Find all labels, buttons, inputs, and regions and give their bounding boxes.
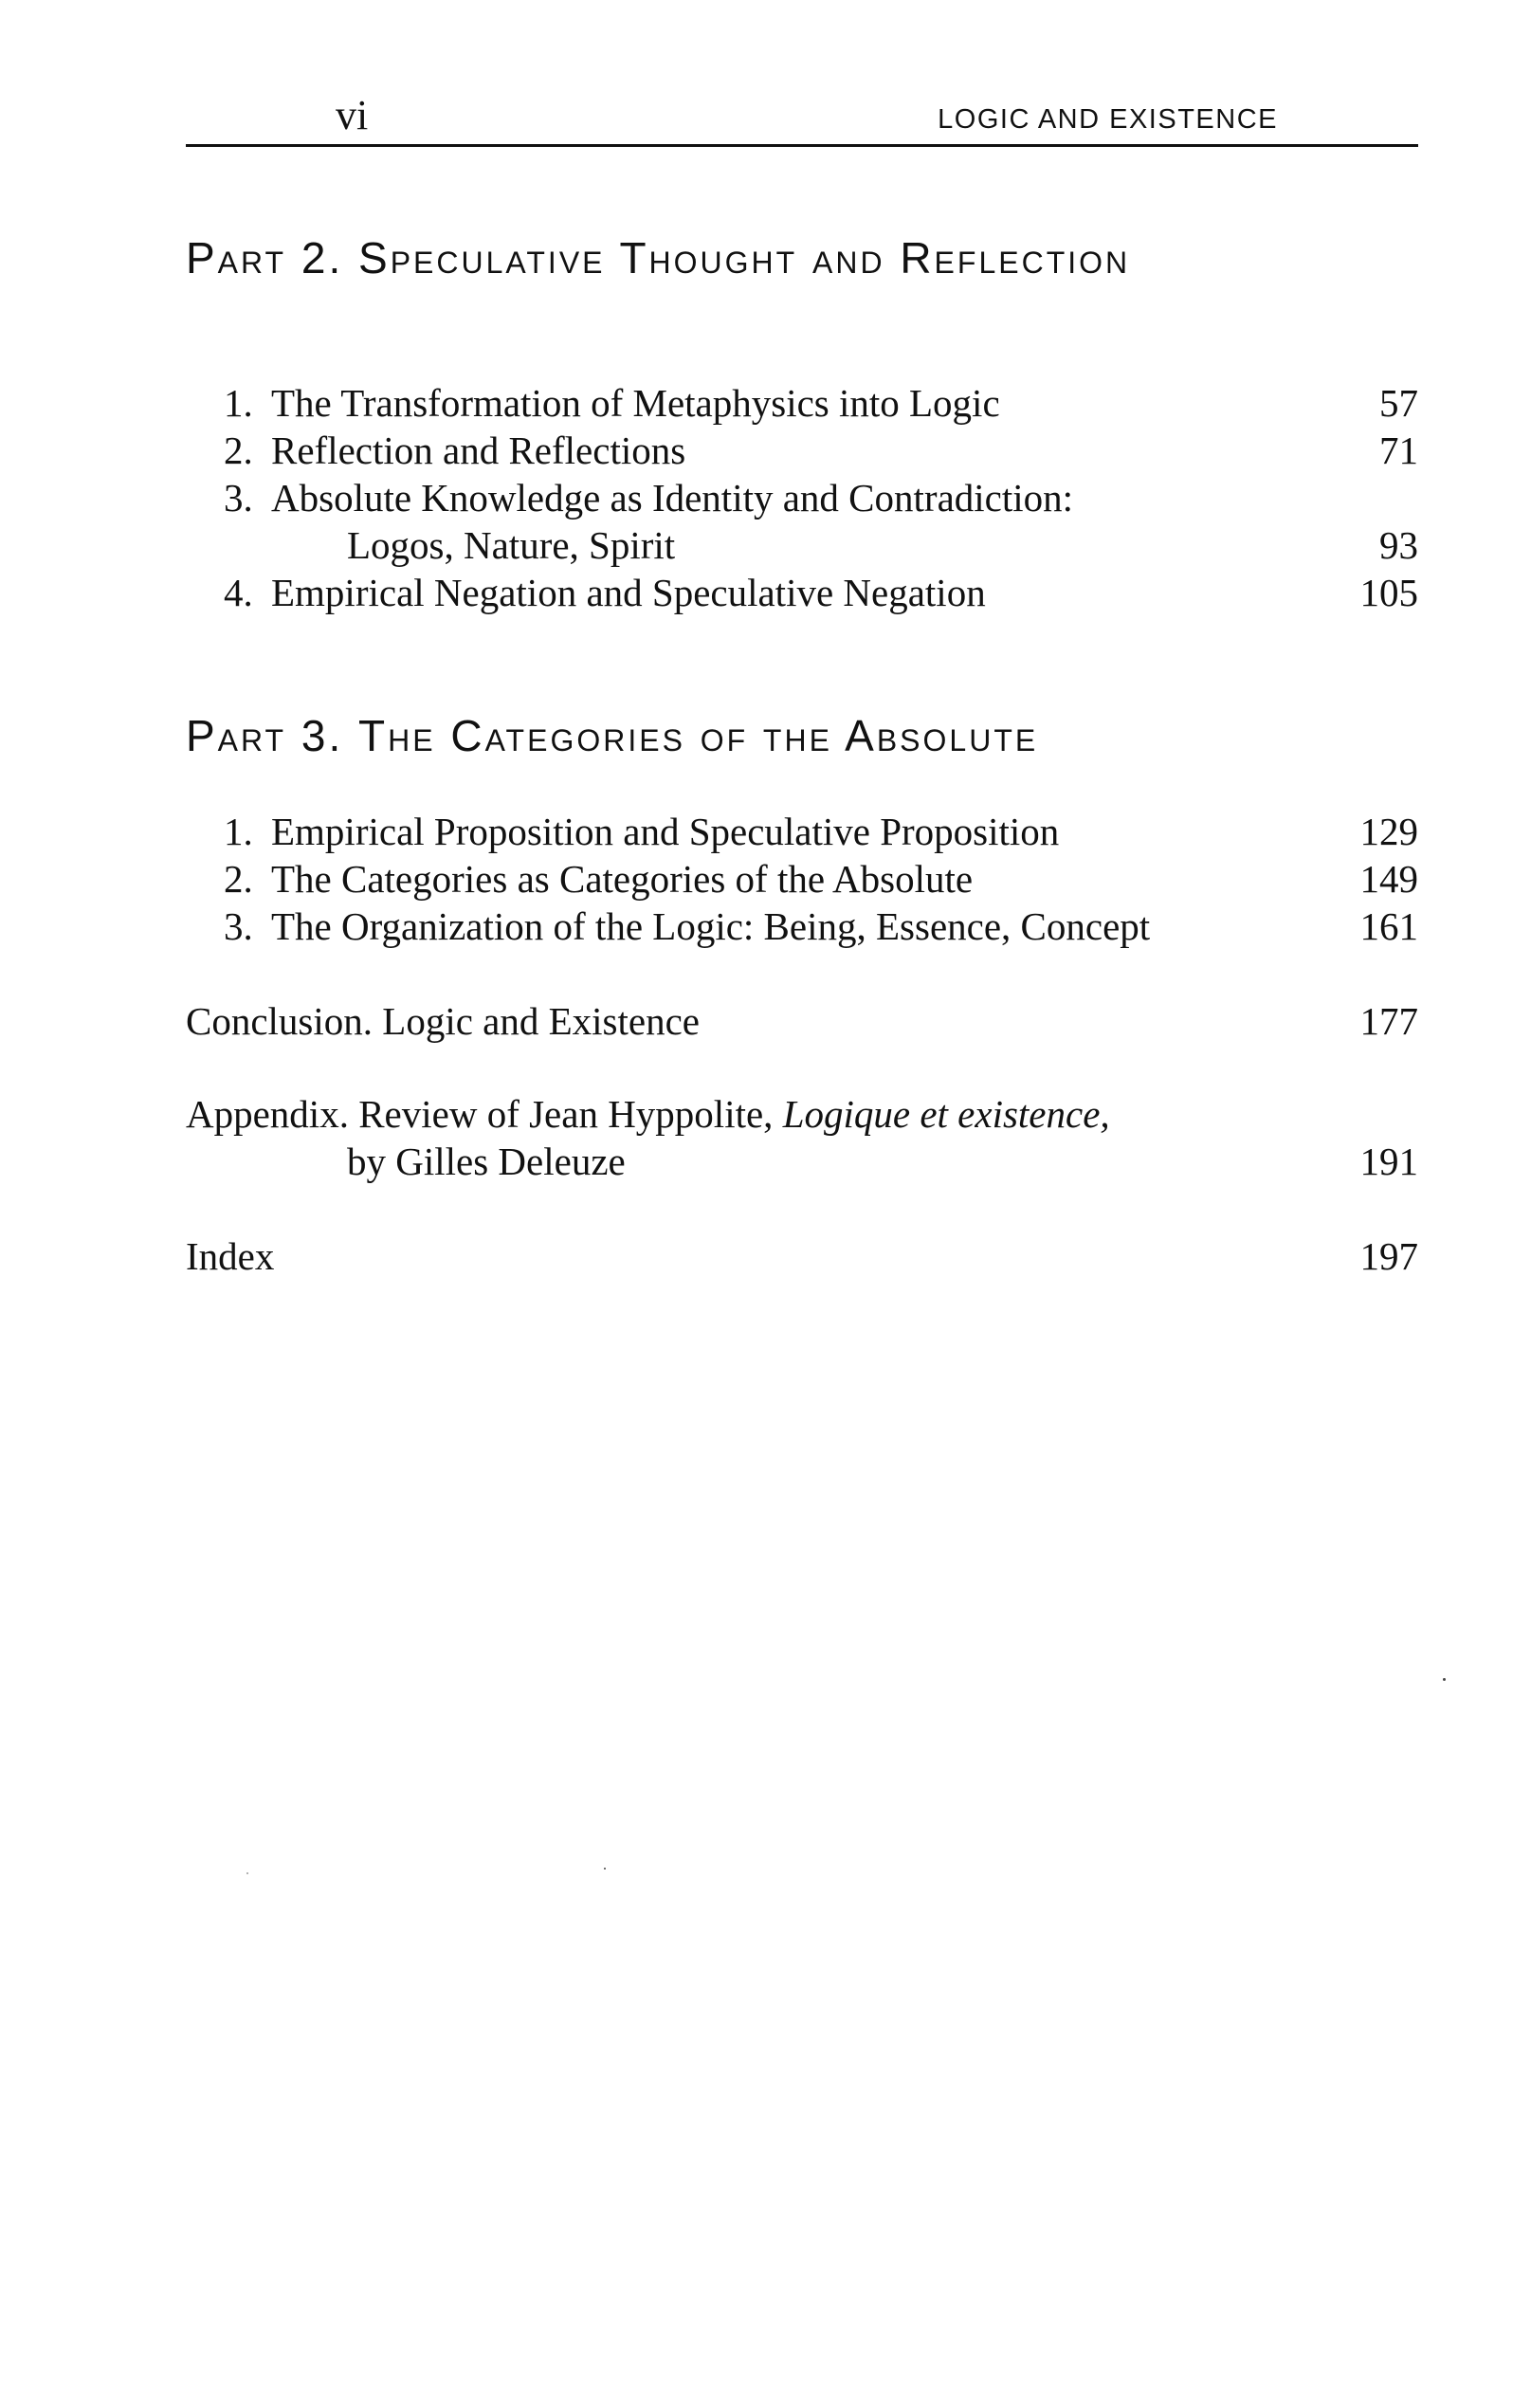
toc-entry-2-4[interactable] xyxy=(186,569,1418,616)
toc-entry-3-1[interactable] xyxy=(186,808,1418,855)
entry-title: Empirical Negation and Speculative Negation xyxy=(271,571,986,614)
scan-speck xyxy=(604,1868,606,1870)
entry-number: 1. xyxy=(224,381,253,425)
appendix-title-italic: Logique et existence, xyxy=(782,1092,1110,1136)
part-2-label: Part 2. xyxy=(186,233,344,283)
part-2-heading xyxy=(186,231,1130,284)
toc-entry-2-3-cont[interactable] xyxy=(186,521,1418,569)
entry-page: 71 xyxy=(1379,429,1418,472)
entry-page: 105 xyxy=(1359,571,1418,614)
scan-speck xyxy=(1443,1678,1446,1681)
entry-number: 1. xyxy=(224,810,253,853)
part-3-label: Part 3. xyxy=(186,711,344,760)
entry-page: 161 xyxy=(1359,904,1418,948)
entry-title xyxy=(186,1090,1110,1138)
toc-entry-2-2[interactable] xyxy=(186,427,1418,474)
entry-page: 197 xyxy=(1359,1234,1418,1278)
entry-page: 149 xyxy=(1359,857,1418,901)
entry-page: 177 xyxy=(1359,999,1418,1043)
part-3-heading xyxy=(186,709,1038,762)
toc-entry-2-1[interactable] xyxy=(186,379,1418,427)
toc-entry-appendix[interactable] xyxy=(186,1090,1418,1138)
entry-page: 191 xyxy=(1359,1140,1418,1183)
toc-entry-3-2[interactable] xyxy=(186,855,1418,903)
toc-entry-appendix-cont[interactable] xyxy=(186,1138,1418,1185)
entry-title-continuation: Logos, Nature, Spirit xyxy=(347,523,676,567)
running-head xyxy=(186,87,1418,147)
part-3-title: The Categories of the Absolute xyxy=(358,711,1039,760)
entry-number: 2. xyxy=(224,429,253,472)
entry-title-continuation: by Gilles Deleuze xyxy=(347,1140,626,1183)
entry-number: 3. xyxy=(224,476,253,520)
running-title: LOGIC AND EXISTENCE xyxy=(938,104,1278,135)
part-2-title: Speculative Thought and Reflection xyxy=(358,233,1131,283)
entry-title: Absolute Knowledge as Identity and Contradiction: xyxy=(271,476,1074,520)
entry-title: Reflection and Reflections xyxy=(271,429,686,472)
entry-title: Conclusion. Logic and Existence xyxy=(186,999,700,1043)
entry-title: Empirical Proposition and Speculative Proposition xyxy=(271,810,1060,853)
entry-title: The Organization of the Logic: Being, Essence, Concept xyxy=(271,904,1151,948)
toc-entry-3-3[interactable] xyxy=(186,903,1418,950)
toc-entry-2-3[interactable] xyxy=(186,474,1418,521)
entry-number: 4. xyxy=(224,571,253,614)
entry-page: 129 xyxy=(1359,810,1418,853)
entry-page: 93 xyxy=(1379,523,1418,567)
toc-entry-conclusion[interactable] xyxy=(186,997,1418,1045)
scan-speck xyxy=(246,1872,248,1874)
appendix-title-roman: Appendix. Review of Jean Hyppolite, xyxy=(186,1092,783,1136)
contents-page xyxy=(186,0,1418,2408)
entry-number: 2. xyxy=(224,857,253,901)
entry-title: The Transformation of Metaphysics into Logic xyxy=(271,381,1000,425)
entry-number: 3. xyxy=(224,904,253,948)
entry-page: 57 xyxy=(1379,381,1418,425)
entry-title: Index xyxy=(186,1234,275,1278)
entry-title: The Categories as Categories of the Absolute xyxy=(271,857,974,901)
page-folio: vi xyxy=(336,92,369,138)
toc-entry-index[interactable] xyxy=(186,1232,1418,1280)
